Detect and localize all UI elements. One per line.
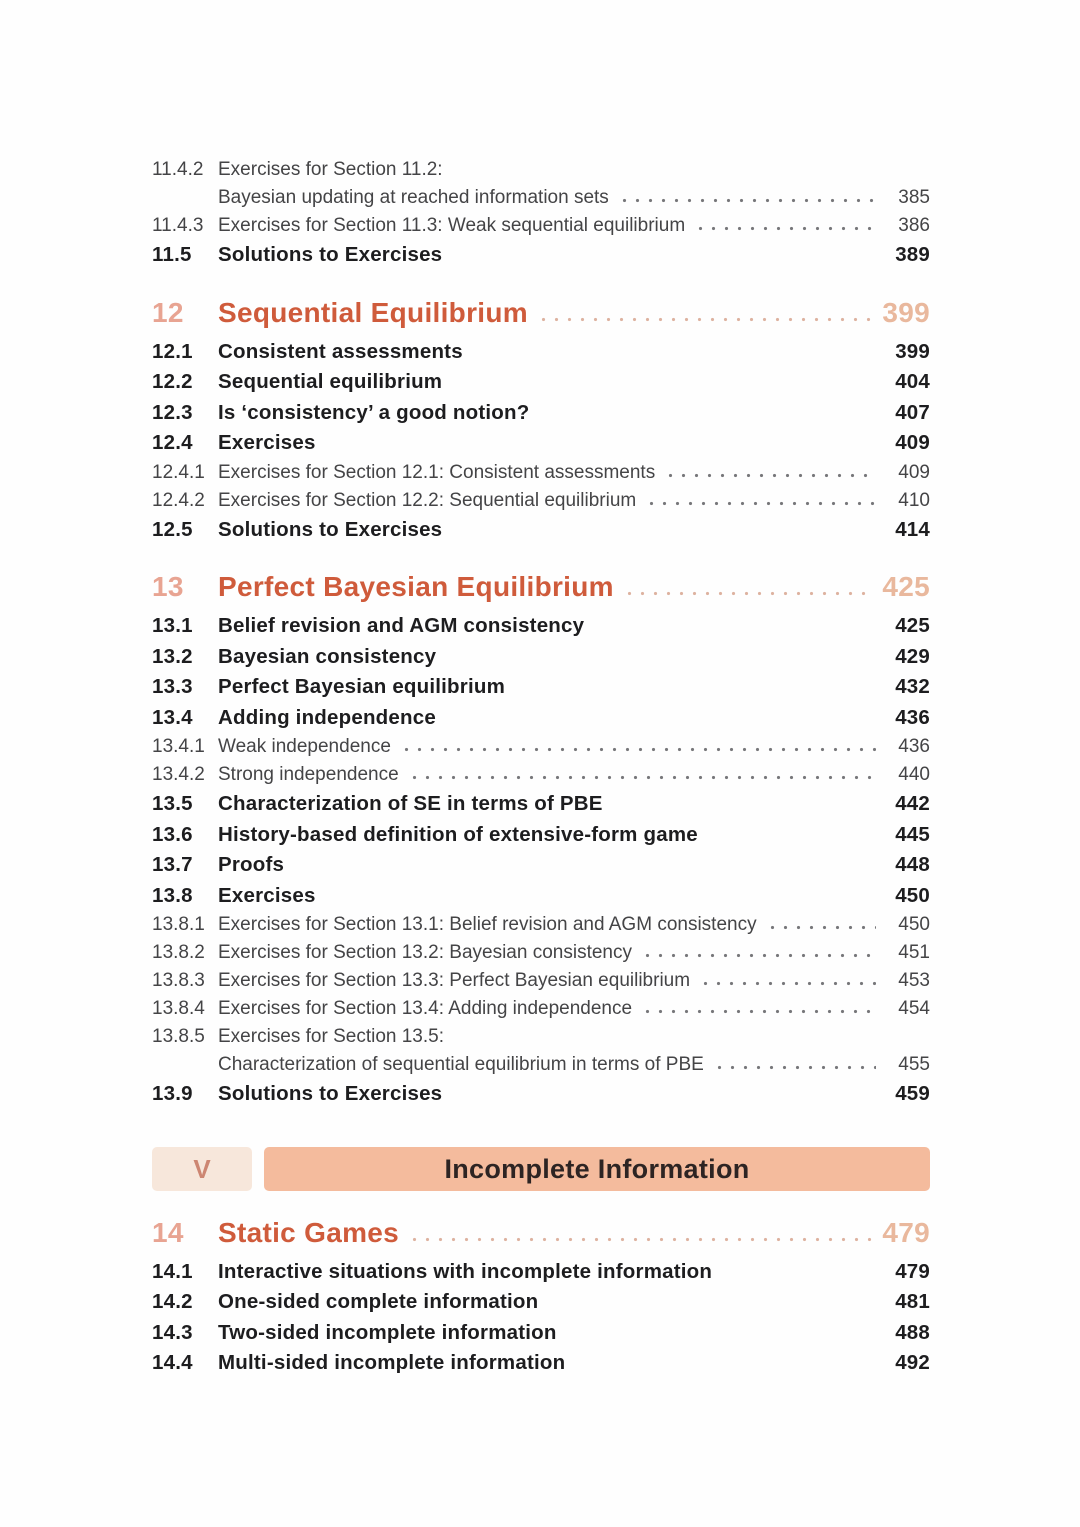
entry-number: 14.3 <box>152 1320 193 1344</box>
toc-entry-row <box>152 820 930 851</box>
entry-number: 13.8.4 <box>152 998 205 1019</box>
dot-leader <box>593 627 876 632</box>
entry-page-number: 404 <box>895 370 930 393</box>
entry-page-number: 492 <box>895 1351 930 1374</box>
dot-leader <box>641 1009 876 1014</box>
entry-page-number: 425 <box>895 614 930 637</box>
dot-leader <box>766 925 876 930</box>
entry-title: Exercises <box>218 883 316 907</box>
entry-page-number: 448 <box>895 853 930 876</box>
entry-page-number: 451 <box>898 942 930 963</box>
dot-leader <box>451 383 876 388</box>
dot-leader <box>699 981 876 986</box>
entry-title: Weak independence <box>218 736 391 757</box>
entry-page-number: 440 <box>898 764 930 785</box>
entry-page-number: 442 <box>895 792 930 815</box>
entry-title: Exercises for Section 13.4: Adding independence <box>218 998 633 1019</box>
entry-page-number: 399 <box>882 296 930 328</box>
toc-entry-row <box>152 240 930 271</box>
entry-page-number: 450 <box>898 914 930 935</box>
entry-number: 13.4.2 <box>152 764 205 785</box>
entry-title: Exercises <box>218 431 316 454</box>
toc-entry-row <box>152 1051 930 1079</box>
entry-title: Strong independence <box>218 764 399 785</box>
toc-entry-row <box>152 850 930 881</box>
entry-page-number: 459 <box>895 1082 930 1105</box>
entry-title: One-sided complete information <box>218 1290 539 1313</box>
entry-page-number: 432 <box>895 675 930 698</box>
dot-leader <box>574 1364 876 1369</box>
dot-leader <box>408 1237 872 1242</box>
entry-page-number: 488 <box>895 1320 930 1344</box>
entry-number: 12.2 <box>152 370 193 393</box>
entry-title: Belief revision and AGM consistency <box>218 614 585 637</box>
part-banner <box>152 1147 930 1191</box>
toc-list <box>152 156 930 1379</box>
entry-number: 12.4.1 <box>152 461 205 483</box>
toc-entry-row <box>152 515 930 546</box>
toc-entry-row <box>152 703 930 734</box>
dot-leader <box>514 688 876 693</box>
toc-entry-row <box>152 995 930 1023</box>
entry-number: 13.8.2 <box>152 942 205 963</box>
entry-number: 13.1 <box>152 614 193 637</box>
dot-leader <box>408 775 876 780</box>
entry-number: 14.4 <box>152 1351 193 1374</box>
entry-number: 13.9 <box>152 1082 193 1105</box>
toc-entry-row <box>152 672 930 703</box>
entry-number: 13.7 <box>152 853 193 876</box>
entry-number: 11.5 <box>152 243 192 266</box>
toc-entry-row <box>152 459 930 487</box>
entry-title: History-based definition of extensive-form game <box>218 822 698 846</box>
entry-number: 12.1 <box>152 339 193 363</box>
dot-leader <box>645 501 876 506</box>
entry-page-number: 479 <box>895 1259 930 1283</box>
entry-title: Characterization of sequential equilibrium in terms of PBE <box>218 1054 704 1075</box>
dot-leader <box>451 256 876 261</box>
entry-title: Exercises for Section 13.2: Bayesian consistency <box>218 942 632 963</box>
entry-title: Interactive situations with incomplete information <box>218 1259 713 1283</box>
entry-title: Perfect Bayesian equilibrium <box>218 675 506 698</box>
entry-number: 12.3 <box>152 400 193 424</box>
entry-title: Characterization of SE in terms of PBE <box>218 792 603 815</box>
entry-number: 12.4.2 <box>152 489 205 511</box>
entry-page-number: 479 <box>882 1216 930 1248</box>
entry-title: Solutions to Exercises <box>218 243 443 266</box>
toc-entry-row <box>152 487 930 515</box>
toc-entry-row <box>152 212 930 240</box>
entry-title: Exercises for Section 11.2: <box>218 159 443 180</box>
entry-page-number: 425 <box>882 571 930 602</box>
dot-leader <box>451 531 876 536</box>
toc-entry-row <box>152 611 930 642</box>
entry-number: 13 <box>152 571 184 602</box>
dot-leader <box>472 353 876 358</box>
entry-number: 14.2 <box>152 1290 193 1313</box>
entry-title: Bayesian consistency <box>218 644 437 668</box>
entry-page-number: 386 <box>898 215 930 236</box>
dot-leader <box>694 226 876 231</box>
toc-entry-row <box>152 337 930 368</box>
dot-leader <box>293 866 876 871</box>
dot-leader <box>325 444 876 449</box>
entry-number: 14.1 <box>152 1259 193 1283</box>
toc-entry-row <box>152 1287 930 1318</box>
entry-page-number: 409 <box>895 431 930 454</box>
toc-entry-row <box>152 156 930 184</box>
toc-entry-row <box>152 881 930 912</box>
entry-number: 13.8.1 <box>152 914 205 935</box>
entry-title: Solutions to Exercises <box>218 517 443 541</box>
dot-leader <box>713 1065 876 1070</box>
entry-title: Exercises for Section 13.3: Perfect Bayesian equilibrium <box>218 970 691 991</box>
entry-number: 12.5 <box>152 517 193 541</box>
entry-page-number: 481 <box>895 1290 930 1313</box>
toc-chapter-row <box>152 1216 930 1250</box>
entry-title: Static Games <box>218 1216 400 1248</box>
entry-number: 11.4.3 <box>152 215 204 236</box>
entry-number: 13.6 <box>152 822 193 846</box>
dot-leader <box>612 805 876 810</box>
toc-entry-row <box>152 733 930 761</box>
toc-entry-row <box>152 428 930 459</box>
entry-page-number: 385 <box>898 187 930 208</box>
entry-title: Exercises for Section 13.1: Belief revision and AGM consistency <box>218 914 757 935</box>
entry-title: Adding independence <box>218 705 436 729</box>
dot-leader <box>618 198 876 203</box>
dot-leader <box>566 1334 876 1339</box>
entry-number: 12.4 <box>152 431 193 454</box>
entry-title: Multi-sided incomplete information <box>218 1351 566 1374</box>
entry-number: 13.2 <box>152 644 193 668</box>
entry-title: Exercises for Section 13.5: <box>218 1026 444 1047</box>
dot-leader <box>547 1303 876 1308</box>
toc-entry-row <box>152 911 930 939</box>
entry-page-number: 409 <box>898 461 930 483</box>
entry-title: Sequential equilibrium <box>218 370 443 393</box>
entry-title: Exercises for Section 12.2: Sequential equilibrium <box>218 489 637 511</box>
entry-number: 14 <box>152 1216 184 1248</box>
entry-number: 12 <box>152 296 184 328</box>
entry-title: Sequential Equilibrium <box>218 296 528 328</box>
entry-number: 13.3 <box>152 675 193 698</box>
part-title: Incomplete Information <box>264 1147 930 1191</box>
toc-entry-row <box>152 1079 930 1110</box>
entry-page-number: 407 <box>895 400 930 424</box>
entry-number: 13.8.5 <box>152 1026 205 1047</box>
dot-leader <box>451 1095 876 1100</box>
toc-entry-row <box>152 967 930 995</box>
dot-leader <box>453 1037 876 1042</box>
dot-leader <box>452 170 876 175</box>
entry-page-number: 445 <box>895 822 930 846</box>
dot-leader <box>325 897 876 902</box>
entry-page-number: 399 <box>895 339 930 363</box>
entry-title: Perfect Bayesian Equilibrium <box>218 571 614 602</box>
dot-leader <box>445 658 876 663</box>
entry-page-number: 454 <box>898 998 930 1019</box>
entry-title: Exercises for Section 12.1: Consistent assessments <box>218 461 656 483</box>
dot-leader <box>445 719 876 724</box>
toc-entry-row <box>152 1023 930 1051</box>
toc-entry-row <box>152 184 930 212</box>
dot-leader <box>707 836 876 841</box>
toc-entry-row <box>152 1348 930 1379</box>
entry-page-number: 429 <box>895 644 930 668</box>
entry-title: Is ‘consistency’ a good notion? <box>218 400 530 424</box>
toc-entry-row <box>152 398 930 429</box>
entry-number: 13.4 <box>152 705 193 729</box>
dot-leader <box>623 591 873 596</box>
toc-entry-row <box>152 939 930 967</box>
entry-page-number: 389 <box>895 243 930 266</box>
toc-chapter-row <box>152 296 930 330</box>
entry-title: Solutions to Exercises <box>218 1082 443 1105</box>
dot-leader <box>721 1273 876 1278</box>
entry-title: Exercises for Section 11.3: Weak sequential equilibrium <box>218 215 686 236</box>
part-number-label: V <box>152 1147 252 1191</box>
entry-number: 13.8.3 <box>152 970 205 991</box>
toc-entry-row <box>152 789 930 820</box>
entry-page-number: 436 <box>895 705 930 729</box>
dot-leader <box>664 473 876 478</box>
entry-page-number: 453 <box>898 970 930 991</box>
dot-leader <box>400 747 876 752</box>
toc-entry-row <box>152 1318 930 1349</box>
entry-page-number: 450 <box>895 883 930 907</box>
entry-page-number: 410 <box>898 489 930 511</box>
dot-leader <box>641 953 876 958</box>
entry-page-number: 436 <box>898 736 930 757</box>
entry-title: Consistent assessments <box>218 339 463 363</box>
entry-number: 13.4.1 <box>152 736 205 757</box>
toc-entry-row <box>152 642 930 673</box>
dot-leader <box>538 414 876 419</box>
toc-entry-row <box>152 1257 930 1288</box>
dot-leader <box>537 317 872 322</box>
entry-number: 13.8 <box>152 883 193 907</box>
entry-page-number: 414 <box>895 517 930 541</box>
entry-number: 13.5 <box>152 792 193 815</box>
entry-title: Two-sided incomplete information <box>218 1320 557 1344</box>
entry-page-number: 455 <box>898 1054 930 1075</box>
toc-chapter-row <box>152 570 930 604</box>
entry-number: 11.4.2 <box>152 159 204 180</box>
entry-title: Proofs <box>218 853 285 876</box>
entry-title: Bayesian updating at reached information sets <box>218 187 609 208</box>
toc-entry-row <box>152 761 930 789</box>
toc-entry-row <box>152 367 930 398</box>
